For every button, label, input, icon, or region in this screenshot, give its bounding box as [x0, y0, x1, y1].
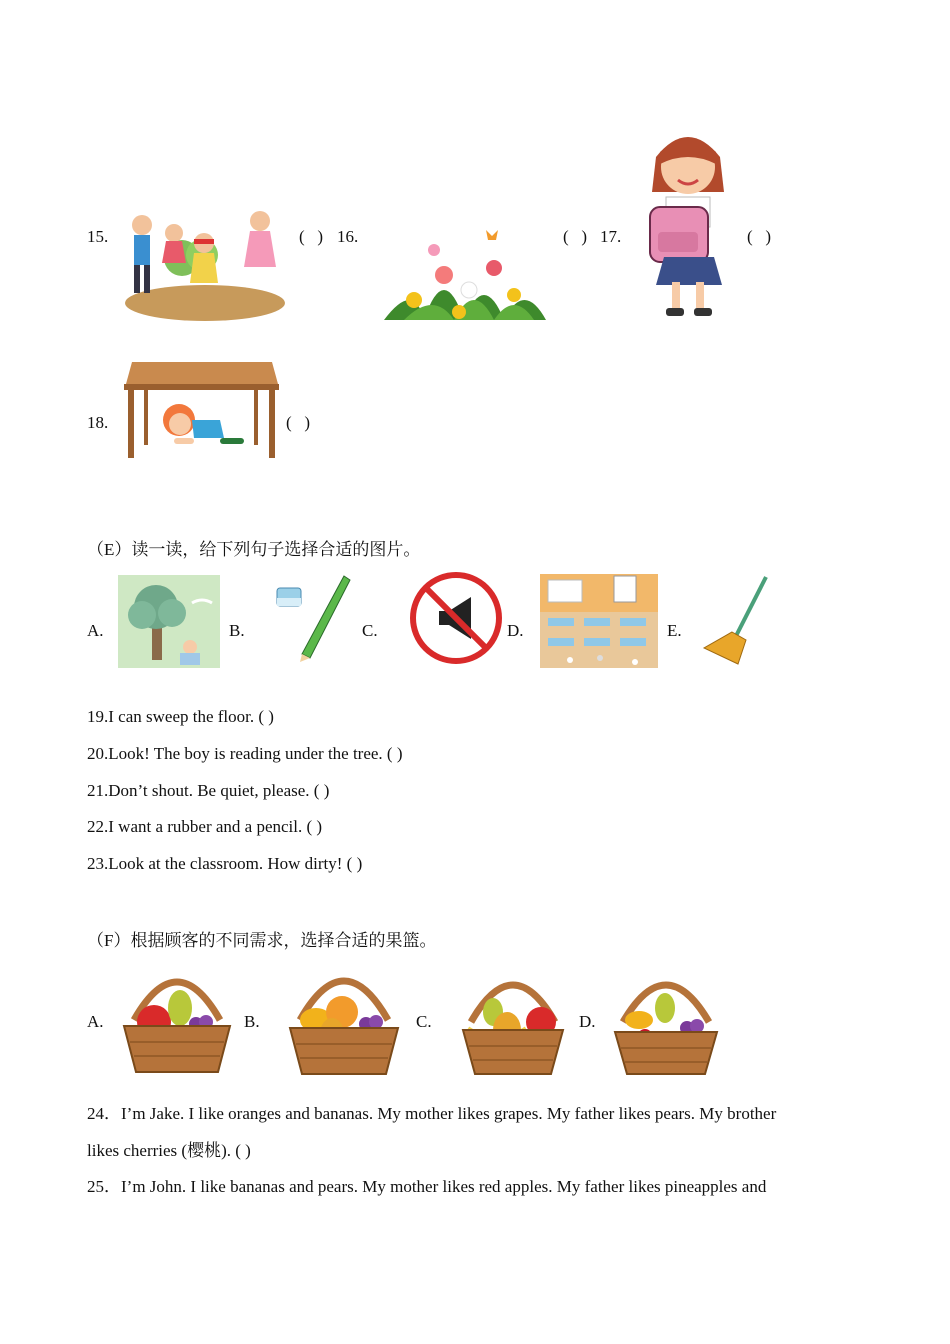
option-f-b-label: B.: [244, 1012, 260, 1031]
option-f-a-label: A.: [87, 1012, 104, 1031]
item-18-number: 18.: [87, 413, 109, 432]
girl-under-table-picture: [124, 358, 279, 460]
question-21: [87, 781, 329, 801]
question-21-text: Don’t shout. Be quiet, please. ( ): [108, 781, 330, 800]
question-23-number: 23.: [87, 854, 109, 873]
item-15-answer-paren: ( ): [299, 227, 324, 246]
basket-b-picture: [286, 960, 402, 1078]
question-20: [87, 744, 403, 764]
rubber-and-pencil-picture: [274, 572, 354, 664]
no-shouting-sign-picture: [409, 571, 503, 665]
section-e-heading: （E）读一读，给下列句子选择合适的图片。: [87, 540, 421, 559]
basket-c-picture: [459, 964, 567, 1078]
option-e-a-label: A.: [87, 621, 104, 640]
option-e-d-label: D.: [507, 621, 524, 640]
tree-reading-picture: [118, 575, 220, 668]
girl-with-schoolbag-picture: [638, 122, 738, 322]
dirty-classroom-picture: [540, 574, 658, 668]
item-17-number: 17.: [600, 227, 622, 246]
broom-picture: [702, 574, 772, 666]
question-22-number: 22.: [87, 817, 109, 836]
item-17-answer-paren: ( ): [747, 227, 772, 246]
option-e-c-label: C.: [362, 621, 378, 640]
section-f-heading: （F）根据顾客的不同需求，选择合适的果篮。: [87, 931, 437, 950]
question-19-text: I can sweep the floor. ( ): [108, 707, 274, 726]
question-24-line-1: 24．I’m Jake. I like oranges and bananas. My mother likes grapes. My father likes pears. My brother: [87, 1104, 777, 1123]
question-24-line-2: likes cherries (樱桃). ( ): [87, 1141, 251, 1160]
question-20-text: Look! The boy is reading under the tree. ( ): [108, 744, 403, 763]
question-23: [87, 854, 362, 874]
option-e-b-label: B.: [229, 621, 245, 640]
option-e-e-label: E.: [667, 621, 682, 640]
item-16-answer-paren: ( ): [563, 227, 588, 246]
item-15-number: 15.: [87, 227, 109, 246]
question-20-number: 20.: [87, 744, 109, 763]
question-23-text: Look at the classroom. How dirty! ( ): [108, 854, 363, 873]
question-25-line-1: 25．I’m John. I like bananas and pears. My mother likes red apples. My father likes pineapples and: [87, 1177, 767, 1196]
basket-a-picture: [120, 962, 234, 1076]
basket-d-picture: [611, 964, 721, 1078]
item-18-answer-paren: ( ): [286, 413, 311, 432]
option-f-c-label: C.: [416, 1012, 432, 1031]
option-f-d-label: D.: [579, 1012, 596, 1031]
question-21-number: 21.: [87, 781, 109, 800]
children-playing-picture: [122, 203, 288, 323]
question-19: [87, 707, 274, 727]
question-19-number: 19.: [87, 707, 109, 726]
flowers-picture: [374, 220, 554, 322]
question-22: [87, 817, 322, 837]
question-22-text: I want a rubber and a pencil. ( ): [108, 817, 323, 836]
item-16-number: 16.: [337, 227, 359, 246]
